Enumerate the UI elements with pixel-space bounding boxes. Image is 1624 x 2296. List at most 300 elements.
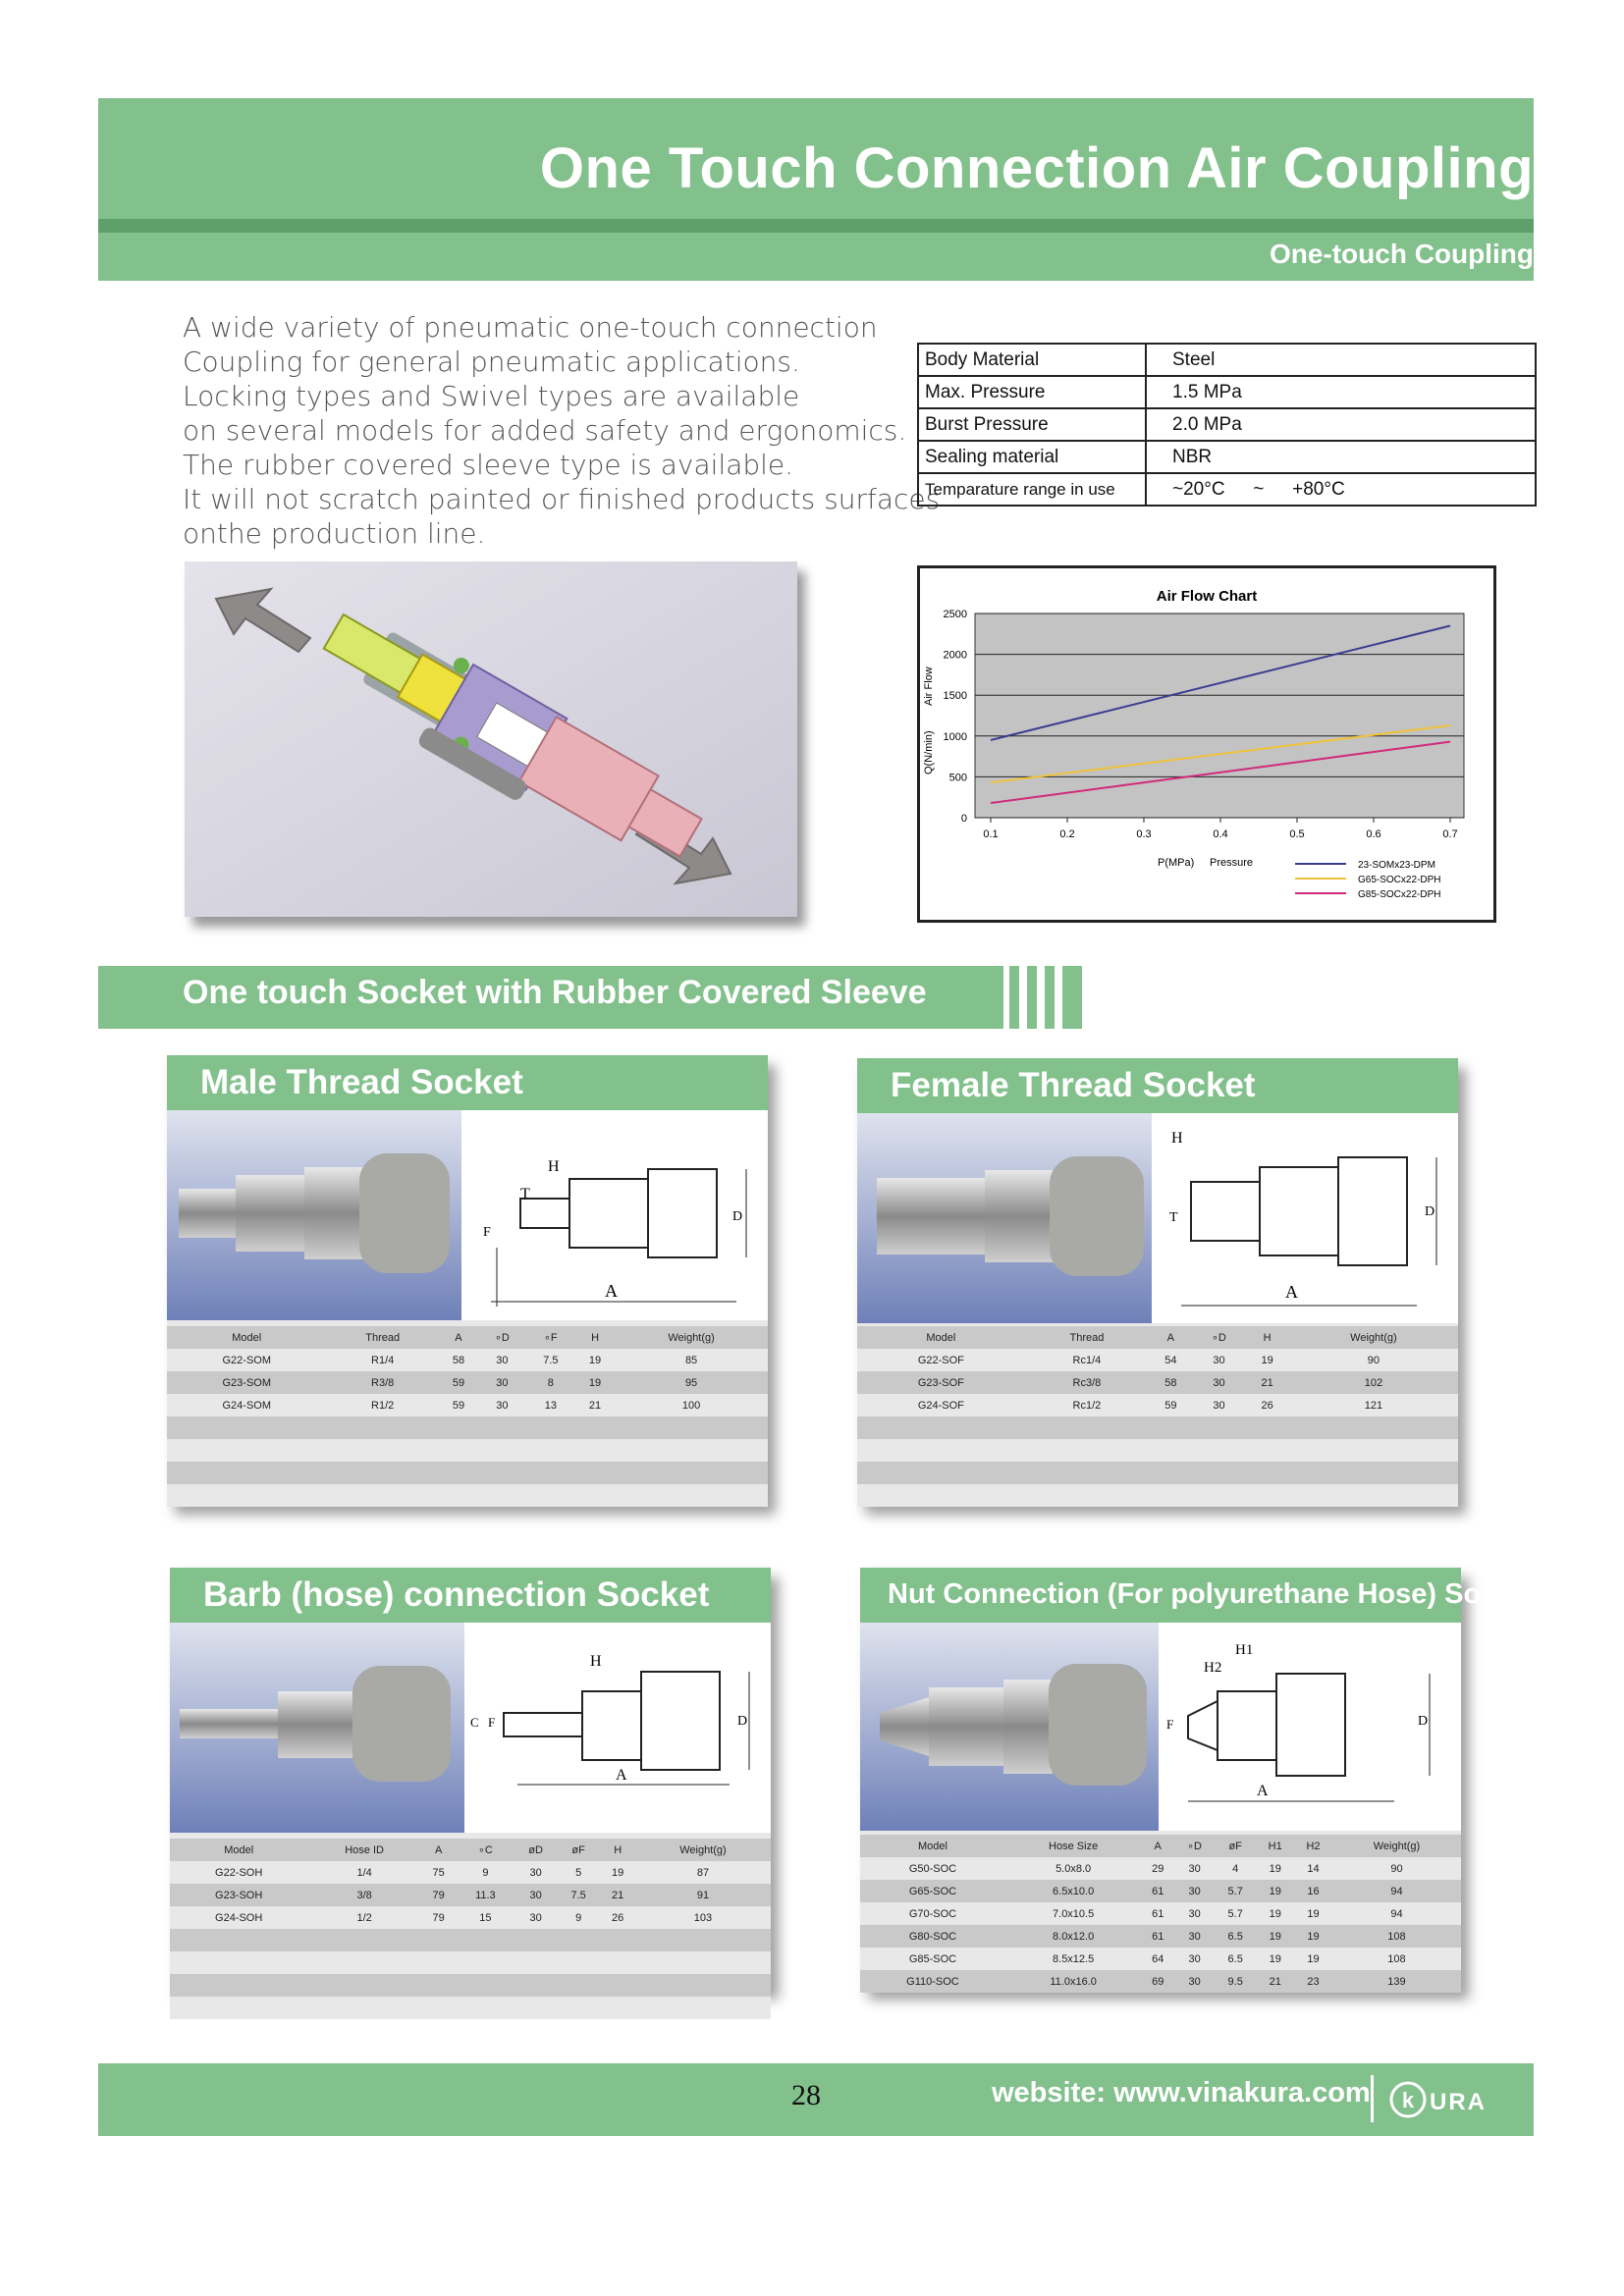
table-cell: G24-SOF (857, 1394, 1025, 1416)
table-header-cell: Weight(g) (1332, 1835, 1461, 1857)
page-subtitle: One-touch Coupling (1269, 239, 1534, 269)
table-cell (439, 1439, 478, 1462)
table-cell: 11.0x16.0 (1005, 1970, 1141, 1993)
table-row-empty (857, 1416, 1458, 1439)
table-cell: G23-SOF (857, 1371, 1025, 1394)
panel-title: Female Thread Socket (891, 1066, 1256, 1104)
table-header-row (860, 1835, 1461, 1857)
table-cell: 30 (1174, 1880, 1215, 1902)
air-flow-chart (917, 565, 1496, 923)
table-cell: 21 (600, 1884, 635, 1906)
table-cell: G110-SOC (860, 1970, 1005, 1993)
table-cell: 75 (421, 1861, 457, 1884)
spec-label: Burst Pressure (918, 408, 1146, 441)
table-row-empty (857, 1484, 1458, 1507)
table-cell: 5.7 (1215, 1902, 1256, 1925)
table-cell: 7.5 (557, 1884, 600, 1906)
table-cell (557, 1974, 600, 1997)
x-tick-label: 0.6 (1366, 828, 1381, 840)
spec-label: Sealing material (918, 441, 1146, 473)
table-cell: G24-SOM (167, 1394, 326, 1416)
table-row-empty (857, 1462, 1458, 1484)
table-cell (456, 1974, 514, 1997)
table-cell (307, 1929, 421, 1951)
table-cell (514, 1929, 557, 1951)
table-header-cell: Thread (326, 1326, 438, 1349)
table-header-cell: Model (167, 1326, 326, 1349)
table-cell: 54 (1149, 1349, 1192, 1371)
table-cell: 13 (526, 1394, 575, 1416)
spec-row (918, 344, 1536, 376)
table-cell: 26 (1245, 1394, 1288, 1416)
y-axis-unit: Q(N/min) (923, 730, 935, 774)
table-cell (526, 1439, 575, 1462)
table-cell: 94 (1332, 1880, 1461, 1902)
table-header-cell: ∘D (478, 1326, 526, 1349)
table-header-cell: Model (857, 1326, 1025, 1349)
legend-label: G65-SOCx22-DPH (1358, 875, 1441, 885)
table-row (860, 1925, 1461, 1948)
section-stripe (1027, 966, 1037, 1029)
dim-d: D (732, 1209, 743, 1224)
table-cell (307, 1974, 421, 1997)
x-tick-label: 0.4 (1213, 828, 1228, 840)
table-header-cell: Weight(g) (635, 1839, 771, 1861)
table-row (860, 1857, 1461, 1880)
female-socket-drawing (1152, 1113, 1458, 1323)
table-header-cell: A (1149, 1326, 1192, 1349)
y-tick-label: 0 (960, 813, 967, 825)
spec-value: 2.0 MPa (1146, 408, 1536, 441)
dim-a: A (1257, 1783, 1269, 1799)
table-cell (575, 1462, 615, 1484)
table-cell: 87 (635, 1861, 771, 1884)
table-row-empty (170, 1974, 771, 1997)
table-cell: 30 (1193, 1394, 1246, 1416)
table-cell (526, 1416, 575, 1439)
table-cell: G65-SOC (860, 1880, 1005, 1902)
table-cell: 108 (1332, 1925, 1461, 1948)
table-cell: 102 (1289, 1371, 1458, 1394)
table-cell: 19 (1294, 1948, 1332, 1970)
intro-line: The rubber covered sleeve type is available. (183, 449, 794, 481)
table-header-cell: H (575, 1326, 615, 1349)
table-cell: 94 (1332, 1902, 1461, 1925)
nut-socket-table (860, 1835, 1461, 1993)
table-cell (307, 1997, 421, 2019)
table-cell: G22-SOM (167, 1349, 326, 1371)
table-cell: 58 (1149, 1371, 1192, 1394)
header-divider (98, 219, 1534, 233)
table-cell: 91 (635, 1884, 771, 1906)
table-header-cell: Model (860, 1835, 1005, 1857)
table-row (857, 1349, 1458, 1371)
spec-row (918, 441, 1536, 473)
table-cell: 19 (575, 1349, 615, 1371)
table-cell: 59 (439, 1394, 478, 1416)
intro-line: It will not scratch painted or finished products surfaces (183, 483, 941, 515)
table-cell: 30 (478, 1371, 526, 1394)
table-cell (514, 1997, 557, 2019)
table-cell: 9 (456, 1861, 514, 1884)
panel-title: Male Thread Socket (200, 1063, 523, 1101)
table-cell: 30 (478, 1394, 526, 1416)
table-cell: 30 (1174, 1948, 1215, 1970)
temp-sep: ~ (1253, 478, 1265, 500)
table-row (860, 1902, 1461, 1925)
chart-title: Air Flow Chart (1156, 588, 1258, 605)
table-cell (1193, 1484, 1246, 1507)
male-socket-photo (167, 1110, 461, 1320)
table-cell: 19 (575, 1371, 615, 1394)
footer-divider (1371, 2075, 1374, 2122)
table-cell: 90 (1289, 1349, 1458, 1371)
table-header-cell: A (439, 1326, 478, 1349)
table-cell (615, 1439, 768, 1462)
table-cell (1025, 1416, 1149, 1439)
table-cell (615, 1462, 768, 1484)
kura-logo (1388, 2077, 1492, 2122)
female-socket-illustration (857, 1113, 1152, 1323)
table-row-empty (170, 1951, 771, 1974)
table-cell: 6.5 (1215, 1948, 1256, 1970)
table-cell (635, 1997, 771, 2019)
table-cell: 5.0x8.0 (1005, 1857, 1141, 1880)
nut-socket-drawing (1159, 1623, 1461, 1831)
table-cell: 108 (1332, 1948, 1461, 1970)
table-cell: 8.0x12.0 (1005, 1925, 1141, 1948)
table-header-row (170, 1839, 771, 1861)
intro-line: A wide variety of pneumatic one-touch connection (183, 311, 878, 344)
spec-label: Temparature range in use (918, 473, 1146, 506)
table-header-cell: øF (557, 1839, 600, 1861)
barb-socket-drawing (464, 1623, 771, 1833)
barb-socket-dimension-drawing (464, 1623, 771, 1833)
spec-value: 1.5 MPa (1146, 376, 1536, 408)
table-row-empty (167, 1416, 768, 1439)
dim-a: A (616, 1767, 627, 1784)
table-cell (167, 1439, 326, 1462)
table-cell: 79 (421, 1884, 457, 1906)
table-cell (1193, 1416, 1246, 1439)
spec-row (918, 408, 1536, 441)
table-cell: 5 (557, 1861, 600, 1884)
table-cell: 15 (456, 1906, 514, 1929)
table-cell (1193, 1439, 1246, 1462)
dim-h: H (548, 1158, 560, 1175)
table-cell: 21 (575, 1394, 615, 1416)
table-cell (439, 1416, 478, 1439)
table-row-empty (170, 1997, 771, 2019)
spec-row (918, 376, 1536, 408)
table-cell: G23-SOH (170, 1884, 307, 1906)
table-cell (857, 1462, 1025, 1484)
table-cell (170, 1974, 307, 1997)
table-cell (575, 1416, 615, 1439)
table-row (857, 1394, 1458, 1416)
table-cell (1025, 1462, 1149, 1484)
table-cell: 69 (1141, 1970, 1174, 1993)
table-cell (575, 1439, 615, 1462)
table-cell (478, 1484, 526, 1507)
table-cell: G22-SOH (170, 1861, 307, 1884)
page-title: One Touch Connection Air Coupling (539, 136, 1534, 200)
page-number: 28 (791, 2079, 821, 2111)
table-cell (557, 1929, 600, 1951)
table-row (860, 1880, 1461, 1902)
table-header-cell: Model (170, 1839, 307, 1861)
section-stripe (1009, 966, 1019, 1029)
table-cell: 103 (635, 1906, 771, 1929)
table-cell: G85-SOC (860, 1948, 1005, 1970)
x-tick-label: 0.2 (1059, 828, 1075, 840)
nut-socket-photo (860, 1623, 1159, 1831)
female-socket-photo (857, 1113, 1152, 1323)
table-cell: 30 (1174, 1857, 1215, 1880)
table-row (167, 1371, 768, 1394)
table-cell: 21 (1256, 1970, 1294, 1993)
section-title: One touch Socket with Rubber Covered Sleeve (183, 974, 927, 1011)
table-cell (326, 1439, 438, 1462)
intro-line: Locking types and Swivel types are available (183, 380, 800, 412)
table-cell: 30 (514, 1884, 557, 1906)
nut-socket-dimension-drawing (1159, 1623, 1461, 1831)
table-cell (1289, 1416, 1458, 1439)
table-cell: 29 (1141, 1857, 1174, 1880)
legend-label: G85-SOCx22-DPH (1358, 889, 1441, 900)
table-cell (1149, 1484, 1192, 1507)
y-tick-label: 500 (948, 772, 967, 784)
dim-f: F (1166, 1717, 1174, 1732)
table-cell: 21 (1245, 1371, 1288, 1394)
table-cell: 19 (1294, 1902, 1332, 1925)
dim-d: D (1425, 1204, 1435, 1219)
table-cell: Rc1/2 (1025, 1394, 1149, 1416)
table-row (170, 1861, 771, 1884)
y-tick-label: 2500 (943, 609, 967, 620)
table-cell: 90 (1332, 1857, 1461, 1880)
table-cell: 30 (1193, 1371, 1246, 1394)
table-cell (635, 1951, 771, 1974)
table-cell: 139 (1332, 1970, 1461, 1993)
spec-row (918, 473, 1536, 506)
table-cell (167, 1416, 326, 1439)
table-cell: 19 (1245, 1349, 1288, 1371)
table-row-empty (857, 1439, 1458, 1462)
table-cell: 30 (514, 1906, 557, 1929)
dim-f: F (483, 1225, 491, 1240)
table-cell (421, 1997, 457, 2019)
table-cell: 9 (557, 1906, 600, 1929)
table-cell: 30 (514, 1861, 557, 1884)
table-cell: 4 (1215, 1857, 1256, 1880)
plot-area (975, 614, 1464, 818)
table-cell: 59 (439, 1371, 478, 1394)
table-cell: 5.7 (1215, 1880, 1256, 1902)
logo-letter: k (1401, 2088, 1415, 2112)
table-cell (439, 1484, 478, 1507)
table-header-cell: ∘C (456, 1839, 514, 1861)
table-header-cell: Hose ID (307, 1839, 421, 1861)
dim-t: T (520, 1186, 530, 1202)
x-tick-label: 0.7 (1442, 828, 1458, 840)
table-cell: R1/2 (326, 1394, 438, 1416)
table-cell: 19 (1256, 1925, 1294, 1948)
table-cell (1025, 1439, 1149, 1462)
table-cell: R3/8 (326, 1371, 438, 1394)
table-cell (1245, 1484, 1288, 1507)
x-tick-label: 0.5 (1289, 828, 1305, 840)
barb-socket-illustration (170, 1623, 464, 1833)
table-cell (635, 1974, 771, 1997)
table-cell (421, 1929, 457, 1951)
table-cell (1289, 1439, 1458, 1462)
intro-line: Coupling for general pneumatic applications. (183, 346, 800, 378)
table-row (860, 1948, 1461, 1970)
kura-logo-icon (1388, 2077, 1492, 2122)
y-tick-label: 2000 (943, 649, 967, 662)
section-stripe (1062, 966, 1082, 1029)
female-socket-dimension-drawing (1152, 1113, 1458, 1323)
table-cell: 30 (1174, 1925, 1215, 1948)
table-cell (514, 1951, 557, 1974)
logo-text: URA (1430, 2089, 1487, 2115)
table-cell: G70-SOC (860, 1902, 1005, 1925)
table-cell: 11.3 (456, 1884, 514, 1906)
table-cell: 64 (1141, 1948, 1174, 1970)
y-axis-label: Air Flow (923, 667, 935, 706)
table-cell: 30 (1174, 1970, 1215, 1993)
dim-d: D (737, 1714, 748, 1729)
table-cell (575, 1484, 615, 1507)
table-cell: 100 (615, 1394, 768, 1416)
table-header-cell: H (600, 1839, 635, 1861)
table-cell (1245, 1416, 1288, 1439)
table-header-cell: ∘D (1193, 1326, 1246, 1349)
table-cell: Rc3/8 (1025, 1371, 1149, 1394)
table-row (860, 1970, 1461, 1993)
table-row-empty (170, 1929, 771, 1951)
table-cell (1025, 1484, 1149, 1507)
table-cell: 6.5 (1215, 1925, 1256, 1948)
dim-h1: H1 (1235, 1642, 1254, 1658)
table-cell (1289, 1484, 1458, 1507)
table-cell (1289, 1462, 1458, 1484)
table-cell (170, 1929, 307, 1951)
table-cell (526, 1484, 575, 1507)
table-header-cell: H2 (1294, 1835, 1332, 1857)
barb-socket-table (170, 1839, 771, 2019)
table-cell (170, 1951, 307, 1974)
table-cell (857, 1484, 1025, 1507)
y-tick-label: 1500 (943, 690, 967, 703)
table-cell (615, 1416, 768, 1439)
table-cell (456, 1997, 514, 2019)
table-header-cell: øD (514, 1839, 557, 1861)
section-stripe (1045, 966, 1055, 1029)
table-cell: 7.5 (526, 1349, 575, 1371)
table-row (170, 1906, 771, 1929)
table-cell: 79 (421, 1906, 457, 1929)
table-cell: 9.5 (1215, 1970, 1256, 1993)
table-cell (600, 1929, 635, 1951)
table-cell (1149, 1439, 1192, 1462)
table-cell (478, 1416, 526, 1439)
table-cell (557, 1951, 600, 1974)
table-cell: 8 (526, 1371, 575, 1394)
intro-text (183, 310, 941, 551)
table-cell: 1/4 (307, 1861, 421, 1884)
table-cell (167, 1484, 326, 1507)
table-cell: 14 (1294, 1857, 1332, 1880)
x-tick-label: 0.3 (1136, 828, 1152, 840)
table-cell: 19 (1294, 1925, 1332, 1948)
panel-title: Barb (hose) connection Socket (203, 1575, 710, 1614)
table-cell (326, 1484, 438, 1507)
table-cell: 19 (1256, 1880, 1294, 1902)
male-socket-illustration (167, 1110, 461, 1320)
y-tick-label: 1000 (943, 730, 967, 743)
temp-low: ~20°C (1172, 478, 1225, 500)
table-header-row (857, 1326, 1458, 1349)
table-cell (421, 1951, 457, 1974)
male-thread-socket-panel (167, 1055, 768, 1505)
table-cell: G24-SOH (170, 1906, 307, 1929)
spec-value: Steel (1146, 344, 1536, 376)
table-row-empty (167, 1484, 768, 1507)
table-cell (1149, 1416, 1192, 1439)
legend-label: 23-SOMx23-DPM (1358, 860, 1435, 871)
table-cell (1193, 1462, 1246, 1484)
table-header-cell: ∘D (1174, 1835, 1215, 1857)
spec-table (917, 343, 1537, 507)
barb-socket-photo (170, 1623, 464, 1833)
dim-a: A (605, 1281, 618, 1301)
table-cell (526, 1462, 575, 1484)
coupling-cutaway-illustration (185, 561, 797, 917)
table-cell: 58 (439, 1349, 478, 1371)
table-cell (421, 1974, 457, 1997)
table-header-cell: Weight(g) (615, 1326, 768, 1349)
table-row (167, 1394, 768, 1416)
table-cell (600, 1974, 635, 1997)
table-cell: R1/4 (326, 1349, 438, 1371)
dim-f: F (488, 1715, 496, 1730)
table-cell: 8.5x12.5 (1005, 1948, 1141, 1970)
table-cell (326, 1416, 438, 1439)
dim-h: H (590, 1653, 602, 1670)
table-row (170, 1884, 771, 1906)
table-cell: G80-SOC (860, 1925, 1005, 1948)
dim-h: H (1171, 1130, 1183, 1147)
table-cell: 30 (1174, 1902, 1215, 1925)
table-cell: 85 (615, 1349, 768, 1371)
male-socket-drawing (461, 1110, 768, 1320)
table-cell: Rc1/4 (1025, 1349, 1149, 1371)
air-flow-chart-svg (920, 568, 1493, 920)
table-cell (857, 1416, 1025, 1439)
x-axis-unit: P(MPa) (1158, 857, 1195, 869)
table-cell (557, 1997, 600, 2019)
table-header-cell: Thread (1025, 1326, 1149, 1349)
coupling-cutaway-image (185, 561, 797, 917)
table-cell (514, 1974, 557, 1997)
table-cell (478, 1439, 526, 1462)
table-cell: 121 (1289, 1394, 1458, 1416)
dim-a: A (1285, 1282, 1298, 1302)
table-cell (307, 1951, 421, 1974)
website-link[interactable]: website: www.vinakura.com (992, 2077, 1371, 2109)
